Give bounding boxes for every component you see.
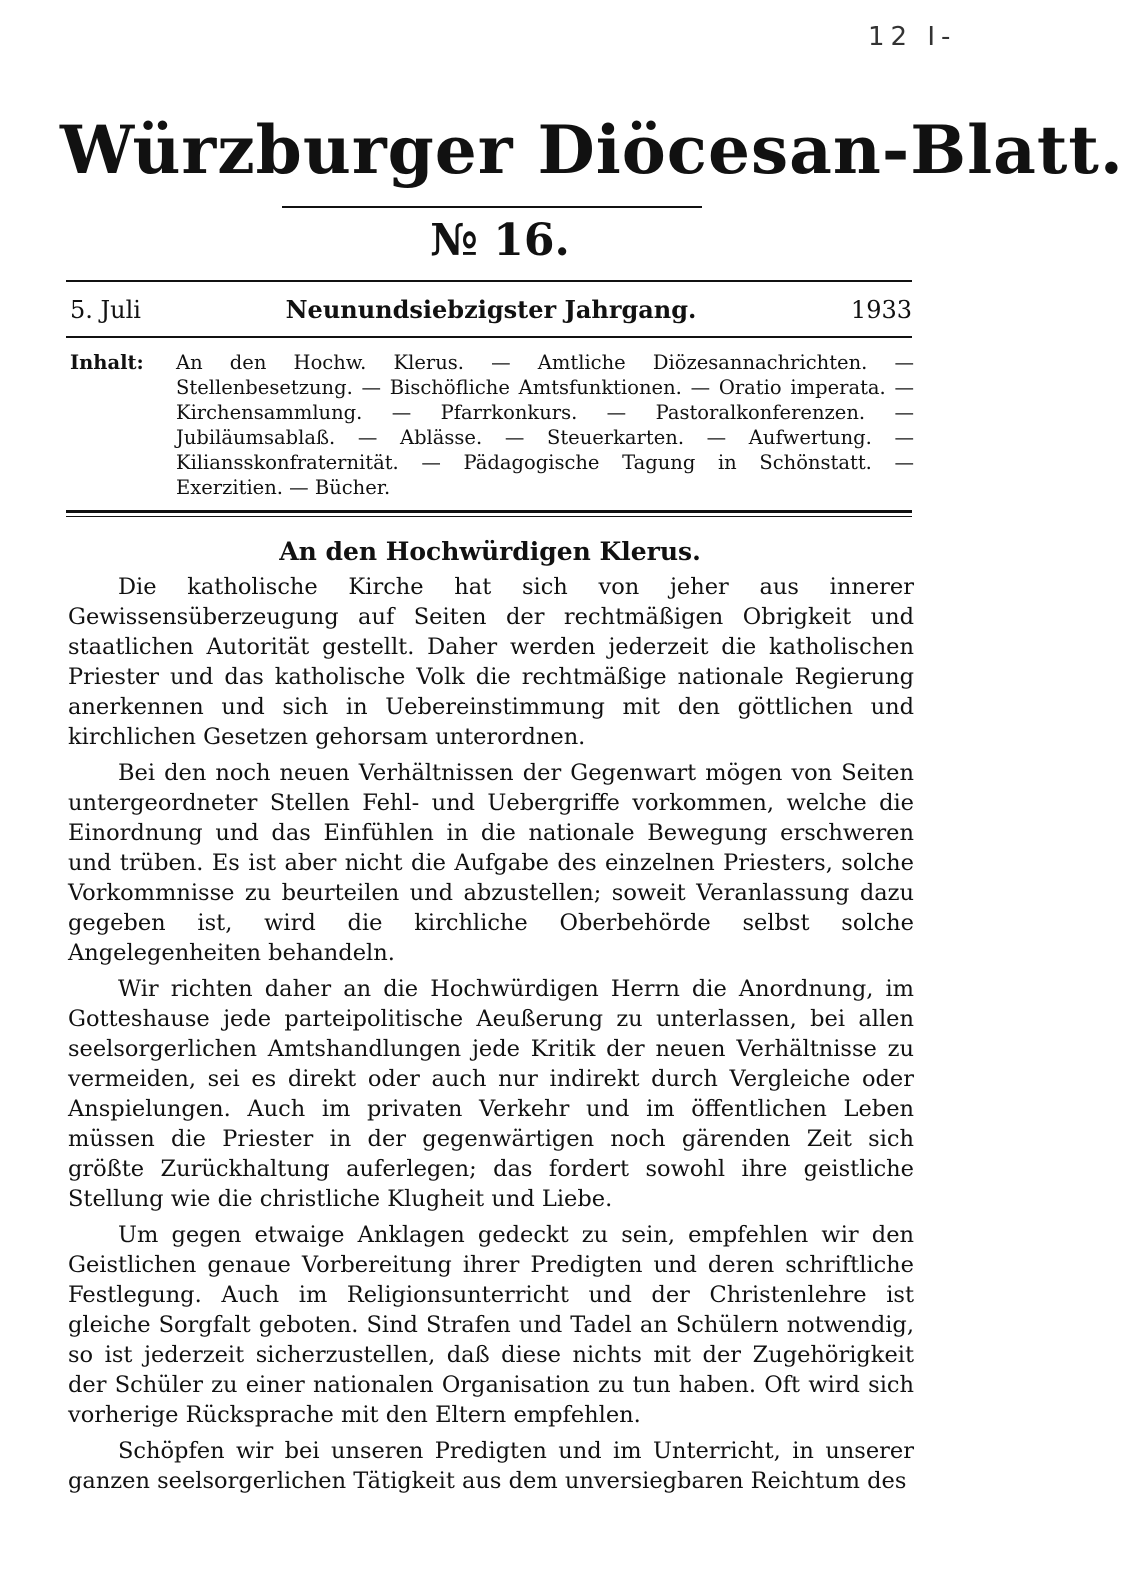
issue-number: № 16. bbox=[430, 215, 570, 266]
article-paragraph: Bei den noch neuen Verhältnissen der Gegenwart mögen von Seiten untergeordneter Stellen Fehl- und Uebergriffe vorkommen, welche die Einordnung und das Einfühlen in die nationale Bewegung erschweren und trüben. Es ist aber nicht die Aufgabe des einzelnen Priesters, solche Vorkommnisse zu beurteilen und abzustellen; soweit Veranlassung dazu gegeben ist, wird die kirchliche Oberbehörde selbst solche Angelegenheiten behandeln. bbox=[68, 760, 914, 966]
article-body bbox=[68, 572, 914, 1502]
divider-rule bbox=[66, 280, 912, 282]
dateline bbox=[70, 290, 912, 330]
issue-year: 1933 bbox=[850, 296, 912, 324]
contents-text: An den Hochw. Klerus. — Amtliche Diözesannachrichten. — Stellenbesetzung. — Bischöfliche Amtsfunktionen. — Oratio imperata. — Kirchensammlung. — Pfarrkonkurs. — Pastoralkonferenzen. — Jubiläumsablaß. — Ablässe. — Steuerkarten. — Aufwertung. — Kiliansskonfraternität. — Pädagogische Tagung in Schönstatt. — Exerzitien. — Bücher. bbox=[176, 351, 914, 499]
article-paragraph: Schöpfen wir bei unseren Predigten und im Unterricht, in unserer ganzen seelsorgerlichen Tätigkeit aus dem unversiegbaren Reichtum des bbox=[68, 1438, 914, 1494]
archive-mark: 12 I- bbox=[868, 22, 957, 52]
volume-label: Neunundsiebzigster Jahrgang. bbox=[285, 295, 697, 324]
masthead-title: Würzburger Diöcesan-Blatt. bbox=[60, 111, 1124, 189]
article-paragraph: Wir richten daher an die Hochwürdigen Herrn die Anordnung, im Gotteshause jede parteipolitische Aeußerung zu unterlassen, bei allen seelsorgerlichen Amtshandlungen jede Kritik der neuen Verhältnisse zu vermeiden, sei es direkt oder auch nur indirekt durch Vergleiche oder Anspielungen. Auch im privaten Verkehr und im öffentlichen Leben müssen die Priester in der gegenwärtigen noch gärenden Zeit sich größte Zurückhaltung auferlegen; das fordert sowohl ihre geistliche Stellung wie die christliche Klugheit und Liebe. bbox=[68, 976, 914, 1212]
section-rule-thin bbox=[66, 516, 912, 517]
article-paragraph: Um gegen etwaige Anklagen gedeckt zu sein, empfehlen wir den Geistlichen genaue Vorbereitung ihrer Predigten und deren schriftliche Festlegung. Auch im Religionsunterricht und der Christenlehre ist gleiche Sorgfalt geboten. Sind Strafen und Tadel an Schülern notwendig, so ist jederzeit sicherzustellen, daß diese nichts mit der Zugehörigkeit der Schüler zu einer nationalen Organisation zu tun haben. Oft wird sich vorherige Rücksprache mit den Eltern empfehlen. bbox=[68, 1222, 914, 1428]
article-heading: An den Hochwürdigen Klerus. bbox=[279, 537, 701, 566]
divider-rule bbox=[66, 336, 912, 338]
section-rule-thick bbox=[66, 510, 912, 513]
issue-date: 5. Juli bbox=[70, 296, 141, 324]
article-paragraph: Die katholische Kirche hat sich von jeher aus innerer Gewissensüberzeugung auf Seiten der rechtmäßigen Obrigkeit und staatlichen Autorität gestellt. Daher werden jederzeit die katholischen Priester und das katholische Volk die rechtmäßige nationale Regierung anerkennen und sich in Uebereinstimmung mit den göttlichen und kirchlichen Gesetzen gehorsam unterordnen. bbox=[68, 574, 914, 750]
contents-label: Inhalt: bbox=[70, 351, 144, 374]
masthead-rule bbox=[282, 206, 702, 208]
